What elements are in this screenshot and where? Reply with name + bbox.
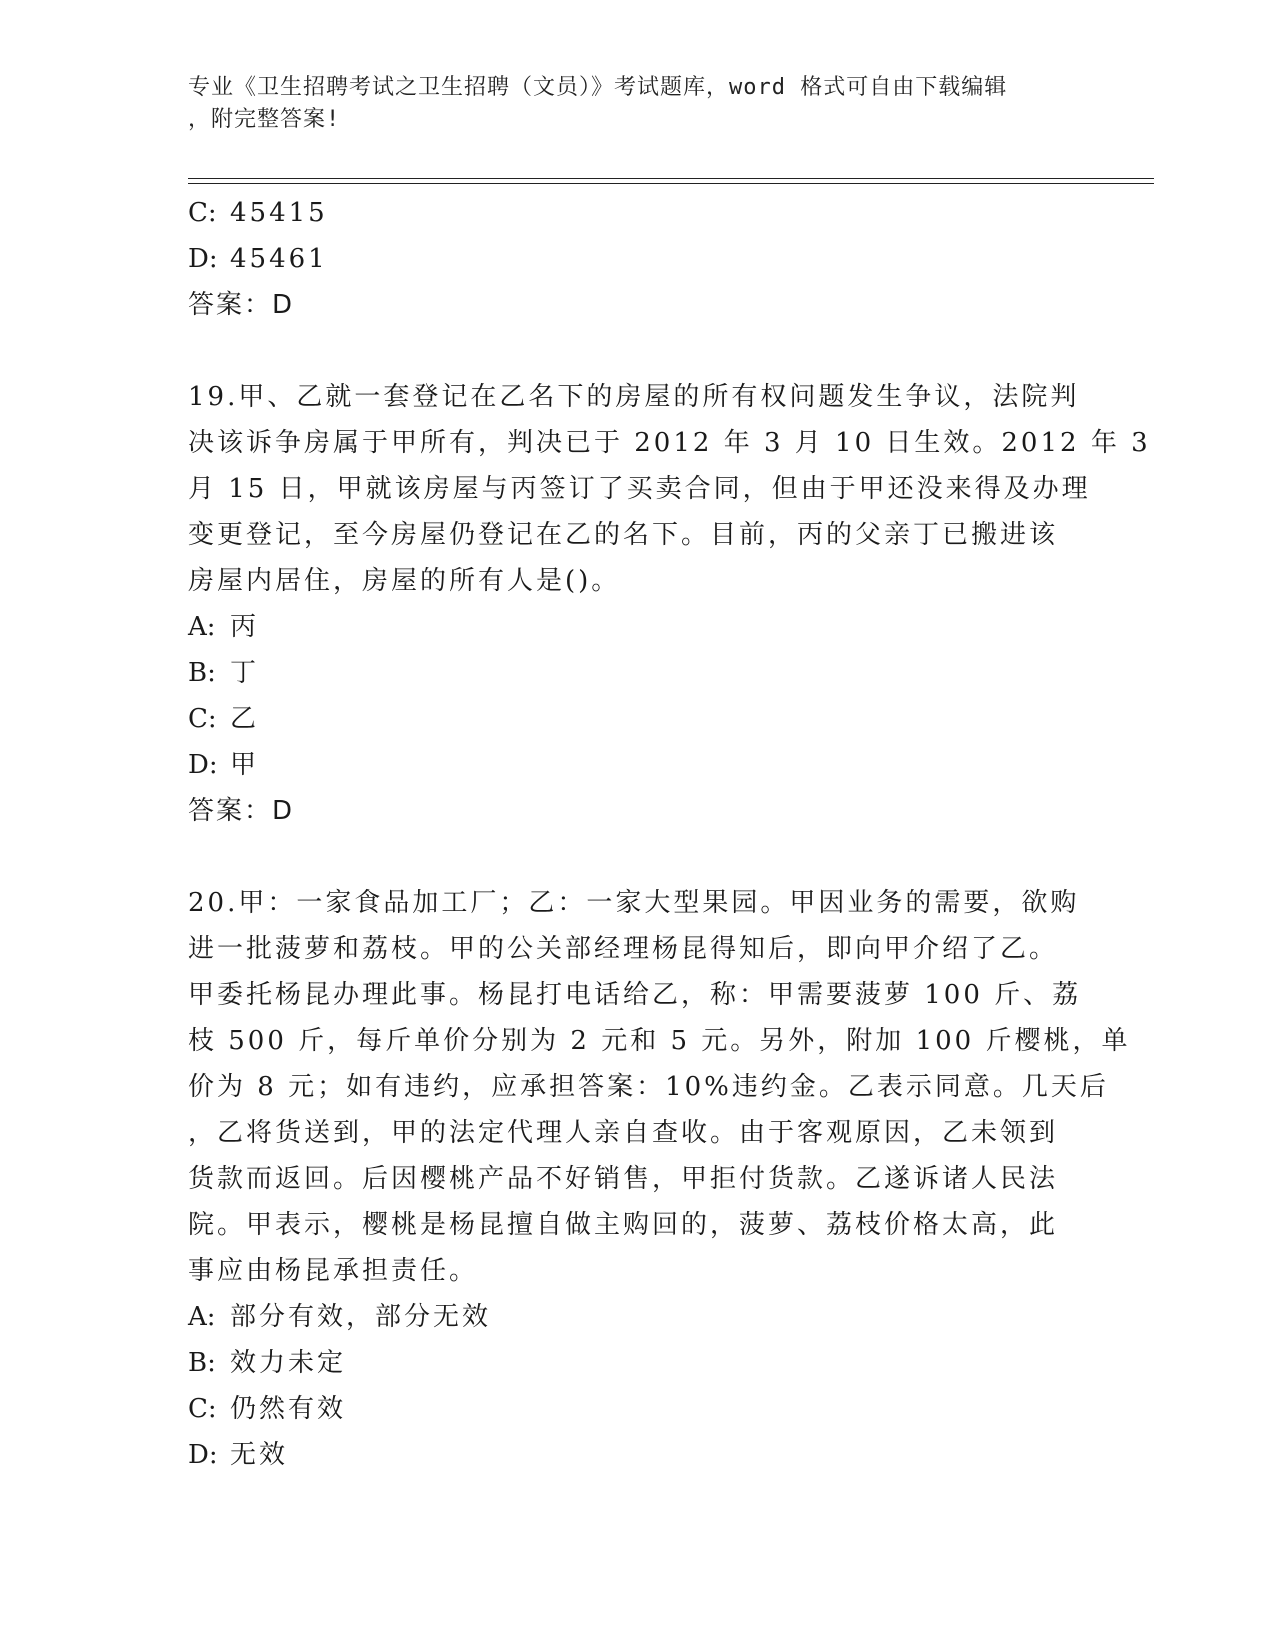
option-c: C: 乙 xyxy=(188,704,260,734)
page-header xyxy=(188,72,1068,136)
question-line: 进一批菠萝和荔枝。甲的公关部经理杨昆得知后，即向甲介绍了乙。 xyxy=(188,934,1059,964)
option-d: D: 甲 xyxy=(188,750,260,780)
question-line: 变更登记，至今房屋仍登记在乙的名下。目前，丙的父亲丁已搬进该 xyxy=(188,520,1059,550)
option-d: D: 无效 xyxy=(188,1440,289,1470)
option-a: A: 丙 xyxy=(188,612,260,642)
question-line: 甲委托杨昆办理此事。杨昆打电话给乙，称：甲需要菠萝 100 斤、荔 xyxy=(188,980,1082,1010)
question-line: 枝 500 斤，每斤单价分别为 2 元和 5 元。另外，附加 100 斤樱桃，单 xyxy=(188,1026,1131,1056)
question-line: 20.甲：一家食品加工厂；乙：一家大型果园。甲因业务的需要，欲购 xyxy=(188,888,1080,918)
document-body xyxy=(188,190,1151,1478)
option-d: D: 45461 xyxy=(188,244,328,274)
header-line-2: ，附完整答案! xyxy=(188,107,341,132)
question-line: 月 15 日，甲就该房屋与丙签订了买卖合同，但由于甲还没来得及办理 xyxy=(188,474,1091,504)
prev-answer: 答案：D xyxy=(188,290,295,320)
question-19-answer: 答案：D xyxy=(188,796,295,826)
option-a: A: 部分有效，部分无效 xyxy=(188,1302,492,1332)
question-line: 19.甲、乙就一套登记在乙名下的房屋的所有权问题发生争议，法院判 xyxy=(188,382,1080,412)
question-line: 房屋内居住，房屋的所有人是()。 xyxy=(188,566,621,596)
question-line: 货款而返回。后因樱桃产品不好销售，甲拒付货款。乙遂诉诸人民法 xyxy=(188,1164,1059,1194)
question-19 xyxy=(188,374,1151,604)
header-line-1: 专业《卫生招聘考试之卫生招聘（文员）》考试题库，word 格式可自由下载编辑 xyxy=(188,75,1008,100)
prev-question-options xyxy=(188,190,1088,282)
question-line: 院。甲表示，樱桃是杨昆擅自做主购回的，菠萝、荔枝价格太高，此 xyxy=(188,1210,1059,1240)
question-20 xyxy=(188,880,1131,1294)
header-divider-bottom xyxy=(188,183,1154,184)
question-line: 事应由杨昆承担责任。 xyxy=(188,1256,479,1286)
option-b: B: 丁 xyxy=(188,658,260,688)
option-b: B: 效力未定 xyxy=(188,1348,347,1378)
question-line: 决该诉争房属于甲所有，判决已于 2012 年 3 月 10 日生效。2012 年 3 xyxy=(188,428,1151,458)
option-c: C: 45415 xyxy=(188,198,328,228)
option-c: C: 仍然有效 xyxy=(188,1394,347,1424)
question-line: 价为 8 元；如有违约，应承担答案：10%违约金。乙表示同意。几天后 xyxy=(188,1072,1109,1102)
question-20-options xyxy=(188,1294,1088,1478)
question-19-options xyxy=(188,604,1088,788)
header-divider-top xyxy=(188,178,1154,179)
question-line: ，乙将货送到，甲的法定代理人亲自查收。由于客观原因，乙未领到 xyxy=(188,1118,1059,1148)
